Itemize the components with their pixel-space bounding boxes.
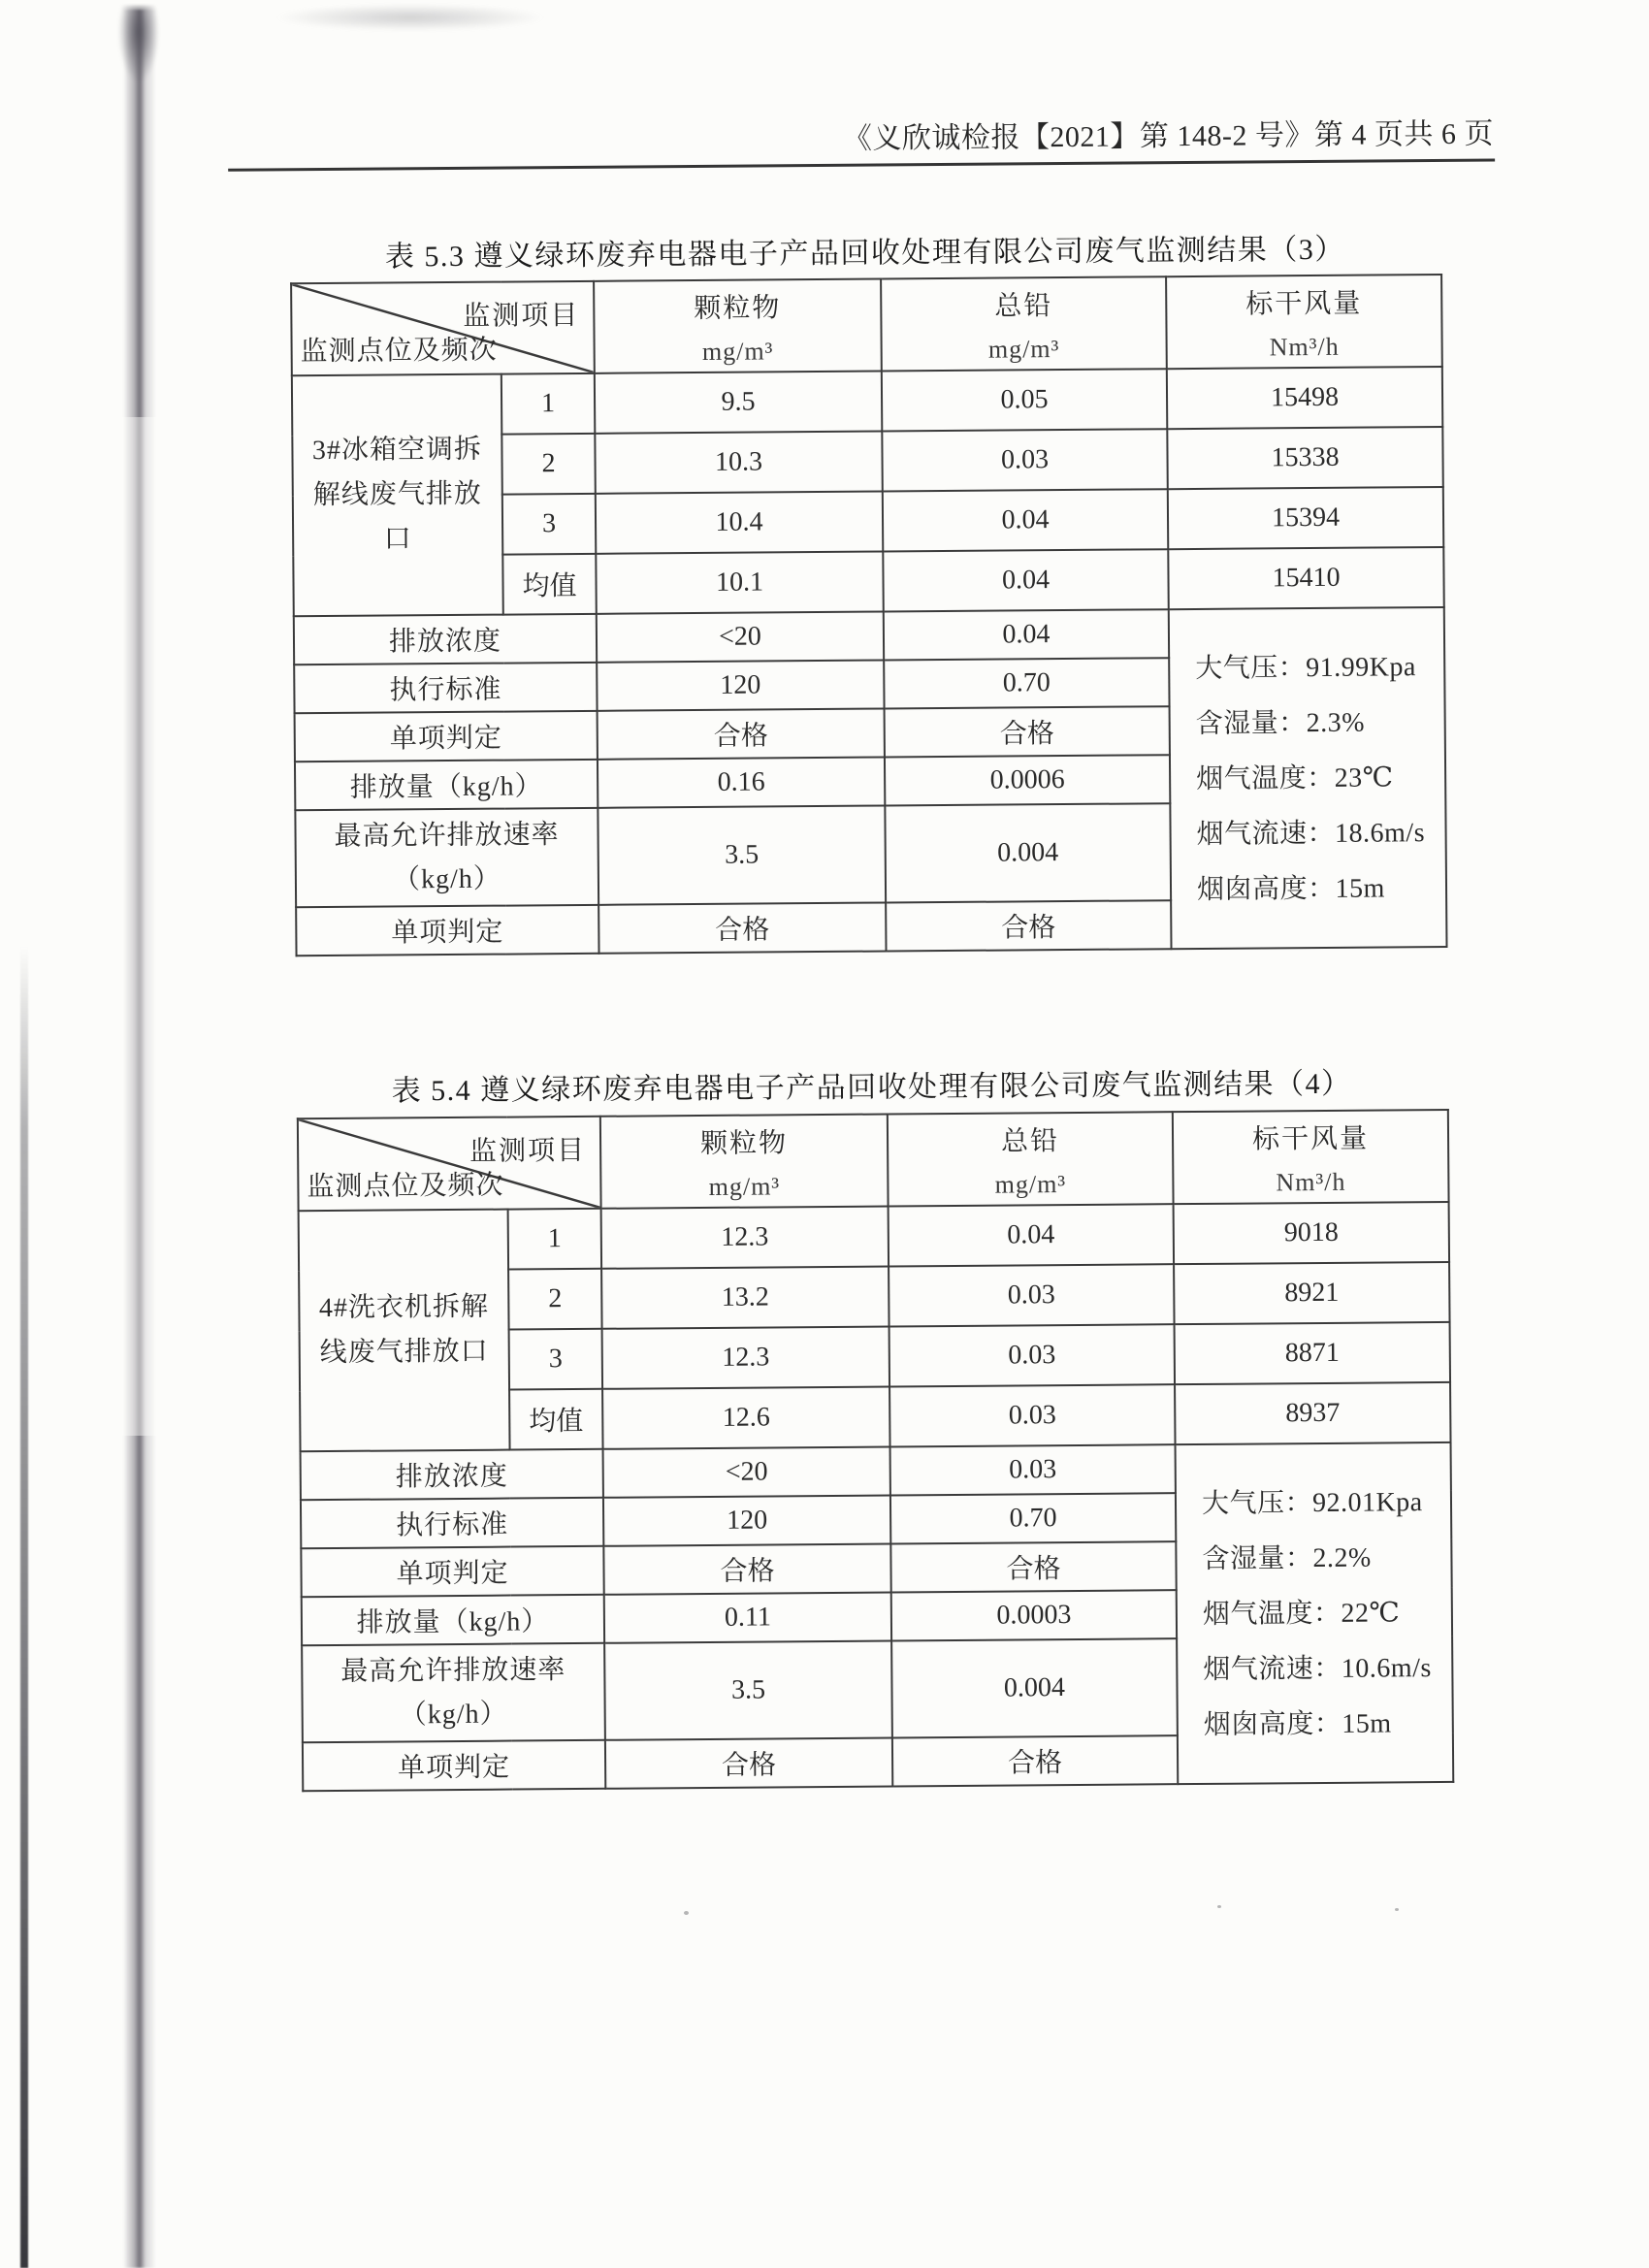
freq-cell: 1: [501, 373, 595, 435]
pm-value: 9.5: [595, 372, 882, 434]
diagonal-corner-cell: [298, 1117, 601, 1211]
corner-label-items: 监测项目: [469, 1135, 587, 1167]
lead-value: 0.70: [884, 658, 1169, 708]
pm-value: 120: [603, 1495, 890, 1545]
flow-value: 9018: [1174, 1202, 1449, 1264]
summary-label-cell: 最高允许排放速率 （kg/h）: [295, 808, 598, 907]
col-header-lead: 总铅 mg/m³: [881, 276, 1167, 371]
flow-value: 8937: [1175, 1382, 1450, 1444]
summary-label-cell: 执行标准: [294, 663, 597, 713]
pm-value: 合格: [598, 709, 885, 760]
pm-value: 3.5: [604, 1640, 892, 1739]
pm-value: 合格: [605, 1737, 892, 1788]
scan-speck: [1395, 1908, 1399, 1911]
station-cell: 3#冰箱空调拆解线废气排放口: [292, 374, 503, 617]
lead-value: 0.03: [889, 1324, 1175, 1386]
met-params-cell: [1176, 1442, 1454, 1784]
pm-value: 合格: [603, 1543, 890, 1594]
header-rule-line: [228, 159, 1495, 172]
lead-value: 0.03: [890, 1444, 1176, 1495]
scan-shadow-head: [118, 6, 159, 81]
met-params-cell: [1169, 607, 1447, 949]
lead-value: 0.0003: [891, 1590, 1177, 1640]
scan-smudge: [275, 4, 546, 31]
met-line: 烟囱高度：15m: [1203, 1707, 1392, 1740]
lead-value: 0.05: [882, 369, 1167, 431]
freq-cell: 2: [508, 1269, 601, 1330]
table-5-4: [297, 1109, 1454, 1792]
lead-value: 0.03: [889, 1264, 1174, 1326]
pm-value: 12.3: [602, 1326, 889, 1388]
met-line: 烟气温度：23℃: [1196, 761, 1394, 794]
met-line: 含湿量：2.3%: [1195, 707, 1366, 739]
summary-label-cell: 单项判定: [301, 1546, 603, 1597]
lead-value: 0.004: [891, 1638, 1178, 1737]
lead-value: 0.04: [889, 1204, 1174, 1266]
table-5-3: [290, 274, 1447, 956]
met-line: 含湿量：2.2%: [1202, 1542, 1372, 1574]
lead-value: 0.0006: [885, 755, 1170, 805]
pm-value: <20: [597, 612, 884, 663]
met-line: 烟气流速：18.6m/s: [1196, 817, 1426, 850]
flow-value: 15498: [1167, 367, 1442, 429]
table-5-3-title: 表 5.3 遵义绿环废弃电器电子产品回收处理有限公司废气监测结果（3）: [384, 233, 1345, 274]
lead-value: 合格: [892, 1735, 1178, 1786]
summary-label-cell: 排放浓度: [294, 614, 597, 664]
flow-value: 8921: [1174, 1262, 1449, 1324]
table-header-row: [298, 1110, 1449, 1211]
table-row: [299, 1202, 1449, 1271]
freq-cell: 均值: [509, 1389, 602, 1450]
summary-label-cell: 排放量（kg/h）: [302, 1595, 604, 1645]
freq-cell: 3: [509, 1329, 602, 1390]
summary-label-cell: 执行标准: [301, 1498, 603, 1548]
table-row: [294, 607, 1444, 664]
summary-label-cell: 单项判定: [295, 711, 598, 761]
corner-label-items: 监测项目: [463, 300, 580, 332]
col-header-pm: 颗粒物 mg/m³: [600, 1114, 889, 1208]
lead-value: 0.004: [885, 803, 1171, 902]
lead-value: 0.04: [883, 489, 1168, 551]
corner-label-points: 监测点位及频次: [300, 335, 498, 368]
summary-label-cell: 排放浓度: [301, 1449, 603, 1500]
col-header-flow: 标干风量 Nm³/h: [1166, 275, 1442, 369]
col-header-flow: 标干风量 Nm³/h: [1173, 1110, 1449, 1204]
lead-value: 0.03: [889, 1384, 1175, 1446]
freq-cell: 1: [508, 1209, 601, 1270]
freq-cell: 3: [502, 494, 596, 555]
pm-value: 12.3: [601, 1206, 889, 1268]
pm-value: 10.4: [596, 492, 883, 554]
lead-value: 合格: [890, 1541, 1176, 1592]
station-cell: 4#洗衣机拆解线废气排放口: [299, 1210, 510, 1452]
col-header-pm: 颗粒物 mg/m³: [594, 279, 882, 373]
pm-value: 0.11: [604, 1592, 891, 1642]
col-header-lead: 总铅 mg/m³: [888, 1112, 1174, 1206]
lead-value: 合格: [886, 900, 1171, 951]
summary-label-cell: 排放量（kg/h）: [295, 760, 598, 810]
table-row: [301, 1442, 1451, 1500]
table-header-row: [291, 275, 1442, 375]
scan-speck: [684, 1911, 689, 1915]
pm-value: 10.3: [595, 432, 882, 494]
report-number-header: 《义欣诚检报【2021】第 148-2 号》第 4 页共 6 页: [842, 117, 1495, 155]
table-5-4-title: 表 5.4 遵义绿环废弃电器电子产品回收处理有限公司废气监测结果（4）: [391, 1067, 1352, 1108]
scan-shadow-fade: [116, 417, 163, 1436]
scan-speck: [1217, 1905, 1221, 1908]
table-row: [292, 367, 1442, 436]
scan-page-edge-line: [20, 946, 28, 2268]
met-line: 烟囱高度：15m: [1196, 872, 1385, 905]
pm-value: <20: [603, 1446, 890, 1497]
flow-value: 8871: [1175, 1322, 1450, 1384]
met-line: 烟气温度：22℃: [1202, 1597, 1401, 1630]
met-line: 烟气流速：10.6m/s: [1203, 1652, 1432, 1685]
summary-label-cell: 最高允许排放速率 （kg/h）: [302, 1643, 605, 1742]
flow-value: 15394: [1168, 487, 1443, 549]
pm-value: 3.5: [598, 805, 886, 904]
flow-value: 15410: [1168, 547, 1443, 609]
lead-value: 0.04: [883, 549, 1168, 611]
corner-label-points: 监测点位及频次: [307, 1170, 504, 1203]
lead-value: 0.70: [890, 1493, 1176, 1543]
diagonal-corner-cell: [291, 281, 595, 375]
summary-label-cell: 单项判定: [296, 905, 598, 956]
pm-value: 合格: [598, 902, 886, 953]
lead-value: 合格: [885, 706, 1170, 757]
pm-value: 120: [597, 661, 884, 711]
pm-value: 12.6: [602, 1386, 889, 1448]
freq-cell: 2: [501, 434, 595, 495]
pm-value: 0.16: [598, 758, 885, 808]
freq-cell: 均值: [502, 554, 596, 615]
pm-value: 13.2: [601, 1266, 889, 1328]
lead-value: 0.04: [884, 609, 1169, 660]
met-line: 大气压：91.99Kpa: [1195, 651, 1417, 684]
flow-value: 15338: [1167, 427, 1442, 489]
summary-label-cell: 单项判定: [303, 1740, 605, 1791]
lead-value: 0.03: [882, 429, 1167, 491]
met-line: 大气压：92.01Kpa: [1201, 1486, 1423, 1519]
pm-value: 10.1: [596, 552, 883, 614]
